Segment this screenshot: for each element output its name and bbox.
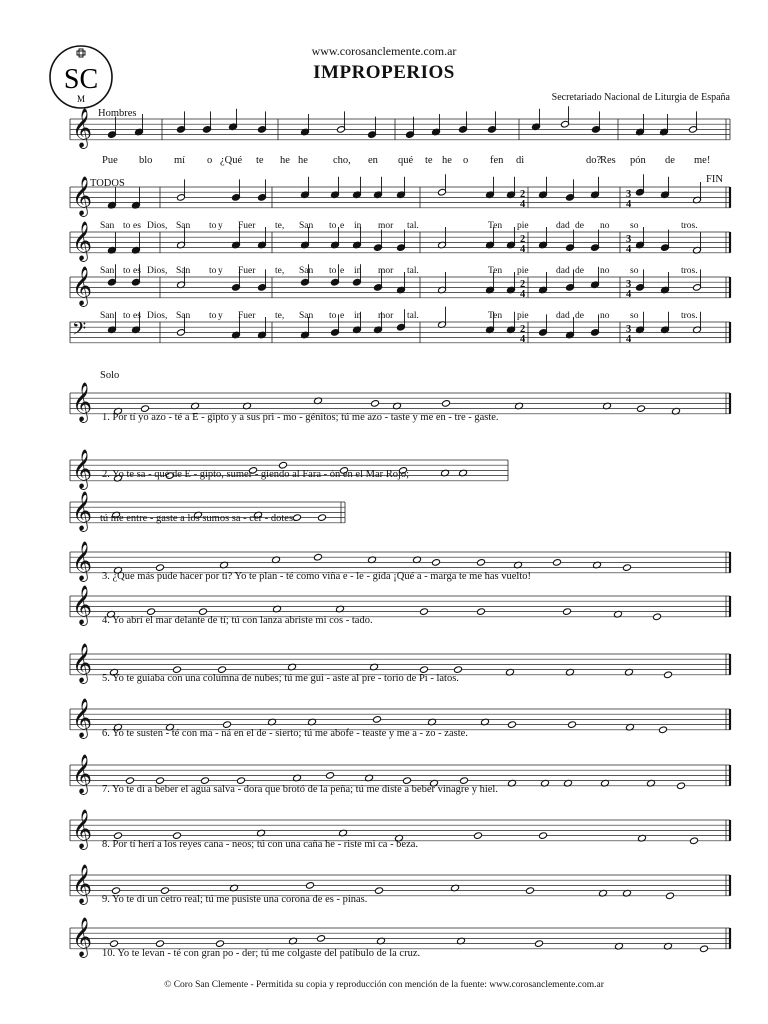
time-signature-top: 3: [626, 234, 632, 245]
source-credit: Secretariado Nacional de Liturgia de España: [551, 92, 730, 103]
svg-text:M: M: [76, 94, 86, 104]
todos-lyric: es: [133, 311, 141, 321]
todos-lyric: de: [575, 266, 584, 276]
hombres-lyric: he: [442, 155, 452, 166]
website-url: www.corosanclemente.com.ar: [311, 44, 457, 58]
time-signature-top: 2: [520, 189, 526, 200]
todos-lyric: Dios,: [147, 311, 168, 321]
solo-note: [216, 940, 225, 948]
todos-lyric: to: [123, 266, 131, 276]
time-signature-bottom: 4: [520, 289, 526, 300]
hombres-lyric: de: [665, 155, 675, 166]
todos-lyric: Fuer: [238, 311, 256, 321]
todos-lyric: Dios,: [147, 221, 168, 231]
treble-clef-icon: 𝄞: [72, 754, 93, 794]
todos-lyric: to: [209, 221, 217, 231]
todos-lyric: San: [176, 311, 191, 321]
treble-clef-icon: 𝄞: [72, 864, 93, 904]
todos-lyric: San: [176, 266, 191, 276]
time-signature-bottom: 4: [626, 289, 632, 300]
todos-lyric: mor: [378, 311, 394, 321]
time-signature-top: 3: [626, 324, 632, 335]
todos-lyric: San: [299, 266, 314, 276]
time-signature-top: 3: [626, 279, 632, 290]
solo-note: [474, 832, 483, 840]
todos-lyric: te,: [275, 266, 285, 276]
todos-lyric: Ten: [488, 311, 503, 321]
todos-lyric: to: [329, 266, 337, 276]
verse-text-6: 6. Yo te susten - té con ma - ná en el de - sierto; tú me abofe - teaste y me a - zo - zaste.: [102, 728, 468, 739]
todos-lyric: tros.: [681, 311, 698, 321]
time-signature-top: 3: [626, 189, 632, 200]
todos-lyric: San: [176, 221, 191, 231]
todos-lyric: es: [133, 221, 141, 231]
treble-clef-icon: 𝄞: [72, 917, 93, 957]
treble-clef-icon: 𝄞: [72, 449, 93, 489]
todos-lyric: in: [354, 266, 362, 276]
todos-lyric: San: [299, 221, 314, 231]
todos-lyric: e: [340, 221, 345, 231]
solo-note: [553, 559, 562, 567]
todos-lyric: dad: [556, 221, 570, 231]
todos-lyric: te,: [275, 221, 285, 231]
solo-label: Solo: [100, 370, 120, 381]
solo-note: [563, 608, 572, 616]
fin-label: FIN: [706, 174, 723, 185]
solo-note: [373, 716, 382, 724]
todos-lyric: no: [600, 266, 610, 276]
hombres-lyric: mí: [174, 155, 186, 166]
todos-lyric: y: [218, 266, 223, 276]
treble-clef-icon: 𝄞: [72, 491, 93, 531]
footer-copyright: © Coro San Clemente - Permitida su copia y reproducción con mención de la fuente: www.corosanclemente.com.ar: [164, 980, 604, 990]
solo-note: [659, 726, 668, 734]
time-signature-top: 2: [520, 279, 526, 290]
solo-note: [326, 772, 335, 780]
time-signature-bottom: 4: [520, 244, 526, 255]
todos-lyric: de: [575, 311, 584, 321]
svg-text:SC: SC: [63, 64, 99, 95]
todos-lyric: dad: [556, 266, 570, 276]
todos-lyric: pie: [517, 221, 529, 231]
todos-lyric: no: [600, 221, 610, 231]
hombres-lyric: te: [256, 155, 264, 166]
todos-lyric: San: [100, 221, 115, 231]
page-title: IMPROPERIOS: [313, 62, 455, 83]
treble-clef-icon: 𝄞: [72, 382, 93, 422]
hombres-lyric: Pue: [102, 155, 118, 166]
todos-lyric: y: [218, 221, 223, 231]
verse-text-1: 2. Yo te sa - qué de E - gipto, sumer - giendo al Fara - ón en el Mar Rojo;: [102, 469, 410, 480]
todos-lyric: y: [218, 311, 223, 321]
todos-lyric: to: [329, 221, 337, 231]
hombres-lyric: cho,: [333, 155, 351, 166]
treble-clef-icon: 𝄞: [72, 266, 93, 306]
time-signature-bottom: 4: [520, 199, 526, 210]
solo-note: [442, 400, 451, 408]
todos-lyric: de: [575, 221, 584, 231]
solo-note: [318, 514, 327, 522]
solo-note: [477, 559, 486, 567]
treble-clef-icon: 𝄞: [72, 541, 93, 581]
hombres-lyric: pón: [630, 155, 646, 166]
solo-note: [623, 564, 632, 572]
todos-lyric: dad: [556, 311, 570, 321]
todos-lyric: Ten: [488, 221, 503, 231]
todos-lyric: so: [630, 311, 639, 321]
todos-lyric: to: [123, 311, 131, 321]
treble-clef-icon: 𝄞: [72, 585, 93, 625]
treble-clef-icon: 𝄞: [72, 176, 93, 216]
hombres-label: Hombres: [98, 108, 137, 119]
verse-text-3: 3. ¿Que más pude hacer por ti? Yo te plan - té como viña e - le - gida ¡Qué a - marga te me has vuelto!: [102, 571, 531, 582]
solo-note: [690, 837, 699, 845]
solo-note: [317, 935, 326, 943]
solo-note: [700, 945, 709, 953]
solo-note: [432, 559, 441, 567]
solo-note: [156, 940, 165, 948]
verse-text-0: 1. Por tí yo azo - té a E - gipto y a sus pri - mo - génitos; tú me azo - taste y me en - tre - gaste.: [102, 412, 499, 423]
todos-lyric: pie: [517, 266, 529, 276]
hombres-lyric: en: [368, 155, 378, 166]
hombres-lyric: Res: [600, 155, 616, 166]
hombres-lyric: te: [425, 155, 433, 166]
hombres-lyric: he: [298, 155, 308, 166]
verse-text-4: 4. Yo abrí el mar delante de tí; tú con lanza abriste mi cos - tado.: [102, 615, 373, 626]
todos-lyric: tal.: [407, 311, 419, 321]
solo-note: [375, 887, 384, 895]
treble-clef-icon: 𝄞: [72, 108, 93, 148]
todos-lyric: tal.: [407, 266, 419, 276]
todos-lyric: to: [209, 311, 217, 321]
hombres-lyric: qué: [398, 155, 414, 166]
verse-text-2b: tú me entre - gaste a los sumos sa - cer - dotes.: [100, 513, 296, 524]
todos-lyric: es: [133, 266, 141, 276]
solo-note: [477, 608, 486, 616]
solo-note: [279, 461, 288, 469]
todos-lyric: to: [329, 311, 337, 321]
hombres-lyric: me!: [694, 155, 711, 166]
solo-note: [664, 671, 673, 679]
solo-note: [314, 553, 323, 561]
treble-clef-icon: 𝄞: [72, 809, 93, 849]
verse-text-8: 8. Por tí herí a los reyes cana - neos; tú con una caña he - riste mi ca - beza.: [102, 839, 419, 850]
todos-lyric: mor: [378, 266, 394, 276]
solo-note: [526, 887, 535, 895]
verse-text-10: 10. Yo te levan - té con gran po - der; tú me colgaste del patíbulo de la cruz.: [102, 948, 421, 959]
todos-lyric: e: [340, 311, 345, 321]
todos-lyric: e: [340, 266, 345, 276]
time-signature-top: 2: [520, 234, 526, 245]
solo-note: [539, 832, 548, 840]
treble-clef-icon: 𝄞: [72, 643, 93, 683]
todos-lyric: so: [630, 266, 639, 276]
time-signature-bottom: 4: [520, 334, 526, 345]
solo-note: [371, 400, 380, 408]
solo-note: [568, 721, 577, 729]
solo-note: [110, 940, 119, 948]
treble-clef-icon: 𝄞: [72, 698, 93, 738]
verse-text-7: 7. Yo te di a beber el agua salva - dora que brotó de la peña; tú me diste a beber vinagre y hiel.: [102, 784, 498, 795]
hombres-lyric: di: [516, 155, 525, 166]
todos-lyric: in: [354, 221, 362, 231]
todos-lyric: no: [600, 311, 610, 321]
solo-note: [637, 405, 646, 413]
todos-lyric: San: [100, 311, 115, 321]
hombres-lyric: o: [207, 155, 213, 166]
time-signature-top: 2: [520, 324, 526, 335]
solo-note: [666, 892, 675, 900]
solo-note: [677, 782, 686, 790]
todos-lyric: in: [354, 311, 362, 321]
bass-clef-icon: 𝄢: [72, 319, 87, 344]
hombres-lyric: blo: [139, 155, 153, 166]
verse-text-9: 9. Yo te di un cetro real; tú me pusiste una corona de es - pinas.: [102, 894, 368, 905]
hombres-lyric: o: [463, 155, 469, 166]
todos-lyric: San: [299, 311, 314, 321]
todos-lyric: Ten: [488, 266, 503, 276]
hombres-lyric: fen: [490, 155, 504, 166]
verse-text-5: 5. Yo te guiaba con una columna de nubes; tú me gui - aste al pre - torio de Pi - latos.: [102, 673, 459, 684]
solo-note: [306, 882, 315, 890]
hombres-lyric: do?: [586, 155, 602, 166]
time-signature-bottom: 4: [626, 199, 632, 210]
solo-note: [508, 721, 517, 729]
todos-lyric: Dios,: [147, 266, 168, 276]
treble-clef-icon: 𝄞: [72, 221, 93, 261]
solo-note: [653, 613, 662, 621]
todos-lyric: tal.: [407, 221, 419, 231]
todos-lyric: Fuer: [238, 266, 256, 276]
todos-lyric: to: [209, 266, 217, 276]
todos-lyric: to: [123, 221, 131, 231]
todos-lyric: so: [630, 221, 639, 231]
solo-note: [535, 940, 544, 948]
hombres-lyric: ¿Qué: [220, 155, 243, 166]
time-signature-bottom: 4: [626, 334, 632, 345]
todos-lyric: tros.: [681, 266, 698, 276]
todos-label: TODOS: [90, 178, 125, 189]
time-signature-bottom: 4: [626, 244, 632, 255]
hombres-lyric: he: [280, 155, 290, 166]
todos-lyric: San: [100, 266, 115, 276]
todos-lyric: mor: [378, 221, 394, 231]
todos-lyric: Fuer: [238, 221, 256, 231]
solo-note: [420, 608, 429, 616]
todos-lyric: pie: [517, 311, 529, 321]
todos-lyric: tros.: [681, 221, 698, 231]
todos-lyric: te,: [275, 311, 285, 321]
